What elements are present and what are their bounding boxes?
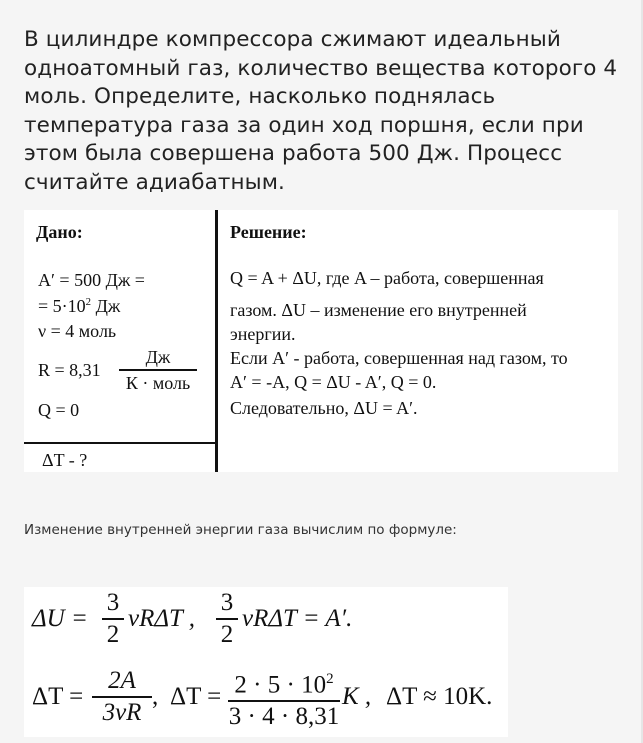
solution-line-4: Если A′ - работа, совершенная над газом, то [230, 348, 568, 368]
find-quantity: ΔT - ? [42, 450, 88, 470]
solution-line-3: энергии. [230, 324, 296, 344]
formula-du-mid: νRΔT , [128, 605, 195, 632]
formula-du-rhs: νRΔT = A′. [242, 605, 353, 632]
solution-line-1: Q = A + ΔU, где A – работа, совершенная [230, 268, 544, 288]
formula-dt-lhs-1: ΔT = [32, 683, 84, 710]
table-divider-vertical [215, 210, 218, 472]
given-solution-image [24, 210, 618, 472]
formula-caption: Изменение внутренней энергии газа вычислим по формуле: [24, 522, 457, 538]
fraction-numeric: $2 \cdot 5 \cdot 10^2$ 3 · 4 · 8,31 [228, 671, 340, 731]
fraction-2a-3vr: 2A 3νR [92, 667, 152, 727]
solution-line-6: Следовательно, ΔU = A′. [230, 398, 418, 418]
given-gas-constant: R = 8,31 [38, 360, 101, 380]
formula-comma: , [152, 683, 159, 710]
fraction-three-halves-1: 3 2 [102, 589, 124, 649]
table-divider-horizontal [24, 442, 216, 444]
formula-result: ΔT ≈ 10K. [386, 683, 493, 710]
given-header: Дано: [36, 222, 83, 242]
given-heat: Q = 0 [38, 400, 80, 420]
given-work: A′ = 500 Дж = [38, 270, 145, 290]
solution-line-2: газом. ΔU – изменение его внутренней [230, 300, 527, 320]
fraction-three-halves-2: 3 2 [216, 589, 238, 649]
formula-du-lhs: ΔU = [32, 605, 88, 632]
given-moles: ν = 4 моль [38, 321, 117, 341]
gas-constant-unit: Дж К · моль [119, 346, 197, 394]
formula-dt-lhs-2: ΔT = [170, 683, 222, 710]
solution-line-5: A′ = -A, Q = ΔU - A′, Q = 0. [230, 372, 437, 392]
given-work-si: = $5\cdot 10^2$ Дж [38, 296, 121, 316]
formula-unit: K , [342, 683, 372, 710]
formula-image [24, 587, 508, 737]
problem-text: В цилиндре компрессора сжимают идеальный одноатомный газ, количество вещества которого 4 моль. Определите, насколько поднялась температура газа за один ход поршня, если при этом была совершена работа 500 Дж. Процесс считайте адиабатным. [24, 27, 618, 195]
solution-header: Решение: [230, 222, 307, 242]
